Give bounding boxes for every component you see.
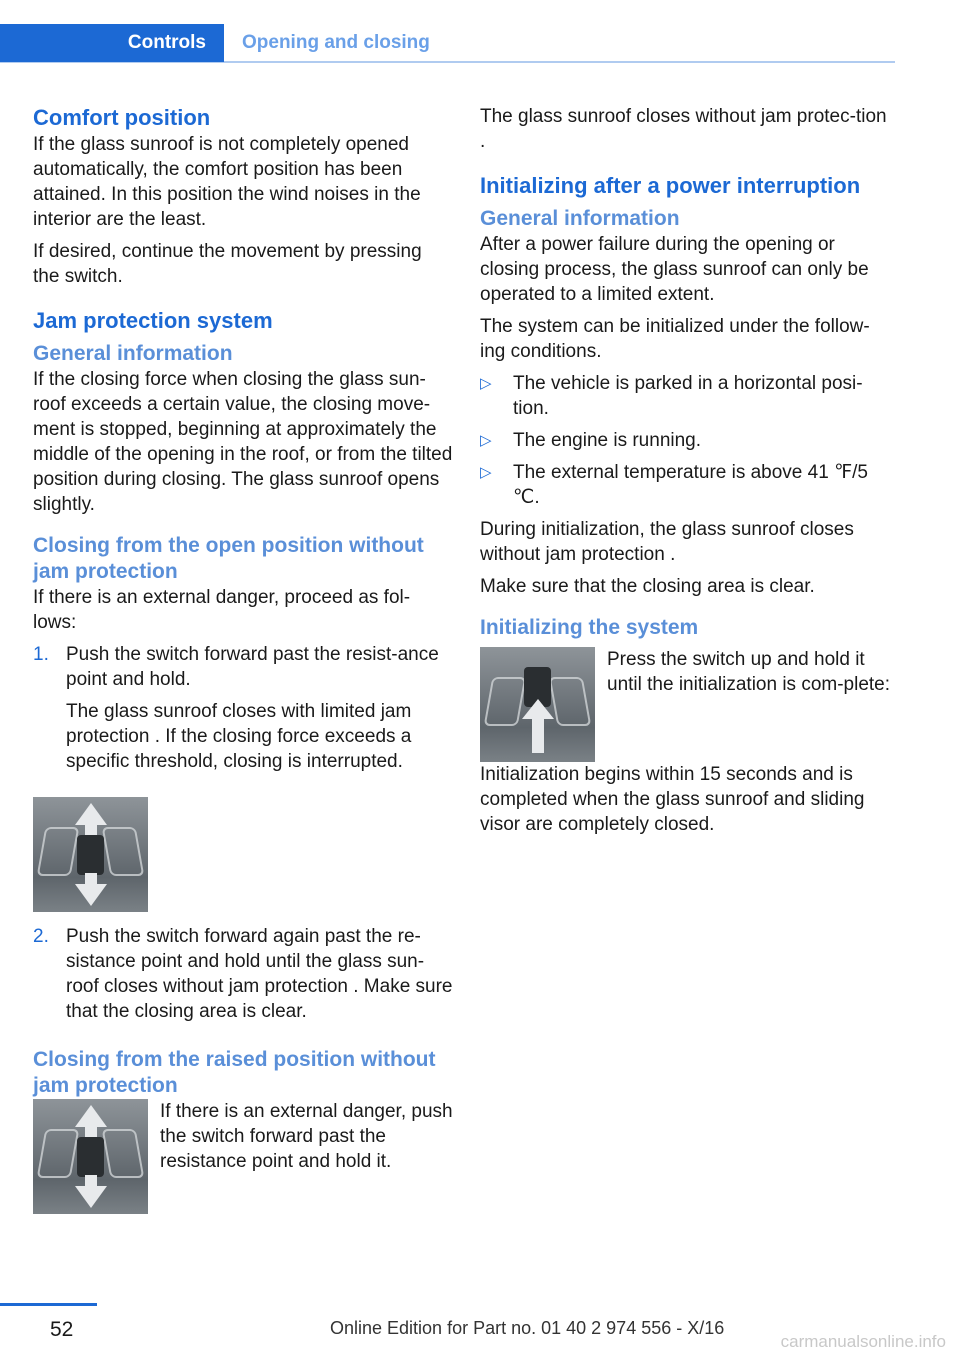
comfort-paragraph-1: If the glass sunroof is not completely opened automatically, the comfort position has been attained. In this position the wind noises in the interior are the least. xyxy=(33,134,421,230)
general-info-paragraph-2: The system can be initialized under the follow‐ing conditions. xyxy=(480,316,870,362)
arrow-up-icon xyxy=(75,803,107,825)
step-2-text: Push the switch forward again past the re‐sistance point and hold until the glass sun‐roof closes without jam protection . Make sure that the closing area is clear. xyxy=(66,926,453,1022)
open-position-paragraph: If there is an external danger, proceed as fol‐lows: xyxy=(33,587,411,633)
roof-switch xyxy=(77,1137,104,1177)
during-init-paragraph: During initialization, the glass sunroof closes without jam protection . xyxy=(480,519,854,565)
step-2 xyxy=(33,924,453,1031)
step-number: 2. xyxy=(33,926,49,947)
open-position-title: Closing from the open position without jam protection xyxy=(33,534,424,583)
general-info-paragraph-1: After a power failure during the opening or closing process, the glass sunroof can only be operated to a limited extent. xyxy=(480,234,869,305)
continued-paragraph: The glass sunroof closes without jam protec‐tion . xyxy=(480,106,887,152)
init-system-title: Initializing the system xyxy=(480,616,699,639)
watermark: carmanualsonline.info xyxy=(780,1332,946,1351)
condition-text: The engine is running. xyxy=(513,430,702,451)
edition-note: Online Edition for Part no. 01 40 2 974 556 - X/16 xyxy=(330,1318,725,1338)
triangle-bullet-icon: ▷ xyxy=(480,464,492,481)
page-number: 52 xyxy=(50,1318,74,1341)
arrow-down-icon xyxy=(75,884,107,906)
condition-item xyxy=(480,460,895,510)
left-column xyxy=(33,104,453,1214)
condition-item xyxy=(480,371,895,421)
clear-area-paragraph: Make sure that the closing area is clear. xyxy=(480,576,815,597)
condition-item xyxy=(480,428,895,453)
switch-up-down-image xyxy=(33,797,148,912)
jam-title: Jam protection system xyxy=(33,308,273,333)
step-1 xyxy=(33,642,453,781)
switch-up-image xyxy=(480,647,595,762)
general-info-paragraph: If the closing force when closing the glass sun‐roof exceeds a certain value, the closing move‐ment is stopped, beginning at approximately the middle of the opening in the roof, or from the tilted position during closing. The glass sunroof opens slightly. xyxy=(33,369,453,515)
roof-switch xyxy=(77,835,104,875)
triangle-bullet-icon: ▷ xyxy=(480,432,492,449)
triangle-bullet-icon: ▷ xyxy=(480,375,492,392)
step-number: 1. xyxy=(33,644,49,665)
section-tab: Controls xyxy=(0,24,224,62)
header-rule xyxy=(0,61,895,63)
condition-text: The external temperature is above 41 ℉/5 ℃. xyxy=(513,462,868,508)
raised-position-paragraph: If there is an external danger, push the switch forward past the resistance point and hold it. xyxy=(160,1101,453,1172)
raised-position-title: Closing from the raised position without jam protection xyxy=(33,1048,436,1097)
right-column xyxy=(480,104,895,844)
arrow-up-icon xyxy=(522,699,554,719)
arrow-down-icon xyxy=(75,1186,107,1208)
init-system-paragraph-1: Press the switch up and hold it until the initialization is com‐plete: xyxy=(607,649,891,695)
init-system-paragraph-2: Initialization begins within 15 seconds and is completed when the glass sunroof and sliding visor are completely closed. xyxy=(480,764,865,835)
switch-up-down-image xyxy=(33,1099,148,1214)
comfort-title: Comfort position xyxy=(33,105,211,130)
general-info-title: General information xyxy=(480,207,680,230)
arrow-up-icon xyxy=(75,1105,107,1127)
init-title: Initializing after a power interruption xyxy=(480,173,861,198)
comfort-paragraph-2: If desired, continue the movement by pressing the switch. xyxy=(33,241,422,287)
subsection-title: Opening and closing xyxy=(242,32,430,53)
footer-rule xyxy=(0,1303,97,1306)
step-1-text: Push the switch forward past the resist‐ance point and hold. xyxy=(66,644,439,690)
init-figure-row xyxy=(480,647,895,762)
condition-text: The vehicle is parked in a horizontal posi‐tion. xyxy=(513,373,863,419)
general-info-title: General information xyxy=(33,342,233,365)
raised-figure-row xyxy=(33,1099,453,1214)
step-1-note: The glass sunroof closes with limited jam protection . If the closing force exceeds a specific threshold, closing is interrupted. xyxy=(66,701,412,772)
